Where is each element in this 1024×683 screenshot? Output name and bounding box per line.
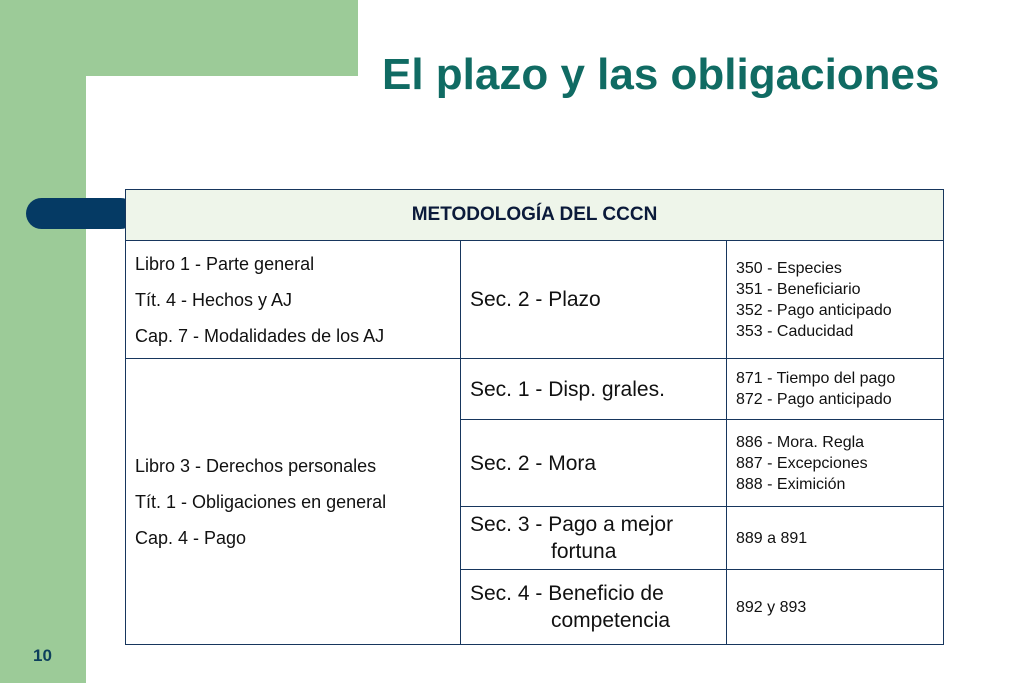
article-line: 886 - Mora. Regla [736,433,865,451]
table-row [126,241,944,359]
book-line: Cap. 7 - Modalidades de los AJ [135,325,385,346]
article-line: 353 - Caducidad [736,322,854,340]
article-line: 351 - Beneficiario [736,280,861,298]
table-header-row [126,190,944,241]
article-line: 892 y 893 [736,598,807,616]
article-line: 350 - Especies [736,259,842,277]
table-row [126,359,944,420]
book-line: Tít. 1 - Obligaciones en general [135,491,387,512]
left-decorative-band [0,0,86,683]
article-line: 872 - Pago anticipado [736,391,892,408]
accent-pill [26,198,136,229]
book-cell [126,359,461,645]
corner-curve [86,76,146,136]
book-line: Libro 1 - Parte general [135,253,315,274]
section-line: Sec. 4 - Beneficio de [470,582,664,605]
page-number: 10 [33,646,52,665]
article-line: 888 - Eximición [736,475,846,493]
section-line: Sec. 2 - Mora [470,451,597,475]
section-cell [461,420,727,507]
section-line: fortuna [551,540,617,563]
section-line: Sec. 1 - Disp. grales. [470,377,665,401]
article-line: 889 a 891 [736,529,808,547]
book-line: Cap. 4 - Pago [135,527,247,548]
section-cell [461,241,727,359]
articles-cell [727,359,944,420]
section-cell [461,507,727,570]
section-line: competencia [551,609,671,632]
articles-cell [727,241,944,359]
section-line: Sec. 2 - Plazo [470,288,601,311]
section-line: Sec. 3 - Pago a mejor [470,513,674,536]
book-cell [126,241,461,359]
article-line: 352 - Pago anticipado [736,301,892,319]
table-header: METODOLOGÍA DEL CCCN [126,190,944,241]
methodology-table [125,189,944,645]
book-line: Libro 3 - Derechos personales [135,455,377,476]
articles-cell [727,420,944,507]
slide-title: El plazo y las obligaciones [382,50,940,99]
book-line: Tít. 4 - Hechos y AJ [135,289,293,310]
article-line: 871 - Tiempo del pago [736,370,896,387]
article-line: 887 - Excepciones [736,454,868,472]
section-cell [461,359,727,420]
section-cell [461,570,727,645]
top-decorative-band [0,0,358,76]
articles-cell [727,507,944,570]
articles-cell [727,570,944,645]
